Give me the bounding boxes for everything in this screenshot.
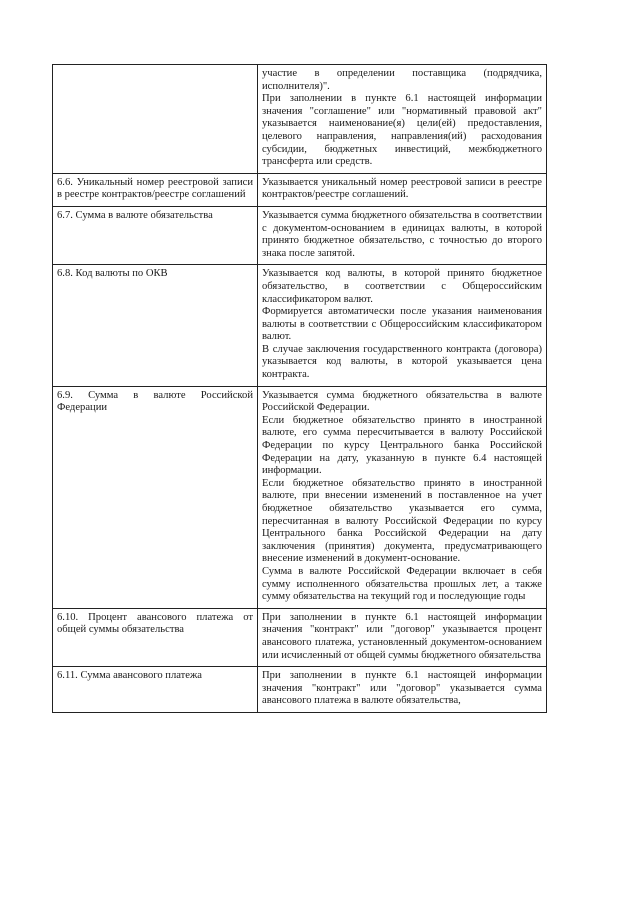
- field-label: 6.10. Процент авансового платежа от общей суммы обязательства: [57, 611, 253, 636]
- field-label: 6.6. Уникальный номер реестровой записи в реестре контрактов/реестре соглашений: [57, 176, 253, 201]
- description-paragraph: Формируется автоматически после указания наименования валюты в соответствии с Общероссийским классификатором валют.: [262, 306, 542, 343]
- description-paragraph: При заполнении в пункте 6.1 настоящей информации значения "контракт" или "договор" указывается сумма авансового платежа в валюте обязательства,: [262, 670, 542, 707]
- description-paragraph: Указывается сумма бюджетного обязательства в соответствии с документом-основанием в единицах валюты, в которой принято бюджетное обязательство, с точностью до второго знака после запятой.: [262, 209, 542, 259]
- description-paragraph: Указывается сумма бюджетного обязательства в валюте Российской Федерации.: [262, 389, 542, 414]
- requisites-table: [52, 64, 547, 713]
- field-label-cell: [53, 173, 258, 206]
- field-label-cell: [53, 667, 258, 713]
- table-row: [53, 206, 547, 264]
- field-label: 6.9. Сумма в валюте Российской Федерации: [57, 389, 253, 414]
- field-description-cell: [258, 206, 547, 264]
- field-description-cell: [258, 265, 547, 386]
- table-row: [53, 386, 547, 608]
- field-label-cell: [53, 608, 258, 666]
- field-label: 6.8. Код валюты по ОКВ: [57, 268, 168, 280]
- field-label-cell: [53, 65, 258, 174]
- field-description-cell: [258, 173, 547, 206]
- table-row: [53, 608, 547, 666]
- field-label-cell: [53, 206, 258, 264]
- description-paragraph: участие в определении поставщика (подрядчика, исполнителя)".: [262, 68, 542, 92]
- field-description-cell: [258, 608, 547, 666]
- field-description-cell: [258, 386, 547, 608]
- field-description-cell: [258, 65, 547, 174]
- description-paragraph: Указывается код валюты, в которой принято бюджетное обязательство, в соответствии с Общероссийским классификатором валют.: [262, 268, 542, 305]
- description-paragraph: Указывается уникальный номер реестровой записи в реестре контрактов/реестре соглашений.: [262, 176, 542, 201]
- table-row: [53, 667, 547, 713]
- description-paragraph: Если бюджетное обязательство принято в иностранной валюте, при внесении изменений в поставленное на учет бюджетное обязательство указывается его сумма, пересчитанная в валюту Российской Федерации по курсу Центрального банка Российской Федерации на дату заключения (принятия) документа, предусматривающего внесение изменений в документ-основание.: [262, 477, 542, 565]
- document-page: [52, 64, 544, 713]
- description-paragraph: При заполнении в пункте 6.1 настоящей информации значения "контракт" или "договор" указывается процент авансового платежа, установленный документом-основанием или исчисленный от общей суммы бюджетного обязательства: [262, 611, 542, 661]
- description-paragraph: Если бюджетное обязательство принято в иностранной валюте, его сумма пересчитывается в валюту Российской Федерации по курсу Центрального банка Российской Федерации на дату, указанную в пункте 6.4 настоящей информации.: [262, 414, 542, 477]
- field-description-cell: [258, 667, 547, 713]
- table-row: [53, 173, 547, 206]
- description-paragraph: При заполнении в пункте 6.1 настоящей информации значения "соглашение" или "нормативный правовой акт" указывается наименование(я) цели(ей) предоставления, целевого направления, направления(ий) расходования субсидии, бюджетных инвестиций, межбюджетного трансферта или средств.: [262, 93, 542, 168]
- field-label: 6.11. Сумма авансового платежа: [57, 670, 203, 682]
- field-label: 6.7. Сумма в валюте обязательства: [57, 209, 213, 221]
- table-row: [53, 65, 547, 174]
- field-label-cell: [53, 386, 258, 608]
- description-paragraph: Сумма в валюте Российской Федерации включает в себя сумму исполненного обязательства прошлых лет, а также сумму обязательства на текущий год и последующие годы: [262, 565, 542, 603]
- field-label-cell: [53, 265, 258, 386]
- description-paragraph: В случае заключения государственного контракта (договора) указывается код валюты, в которой указывается цена контракта.: [262, 343, 542, 381]
- table-row: [53, 265, 547, 386]
